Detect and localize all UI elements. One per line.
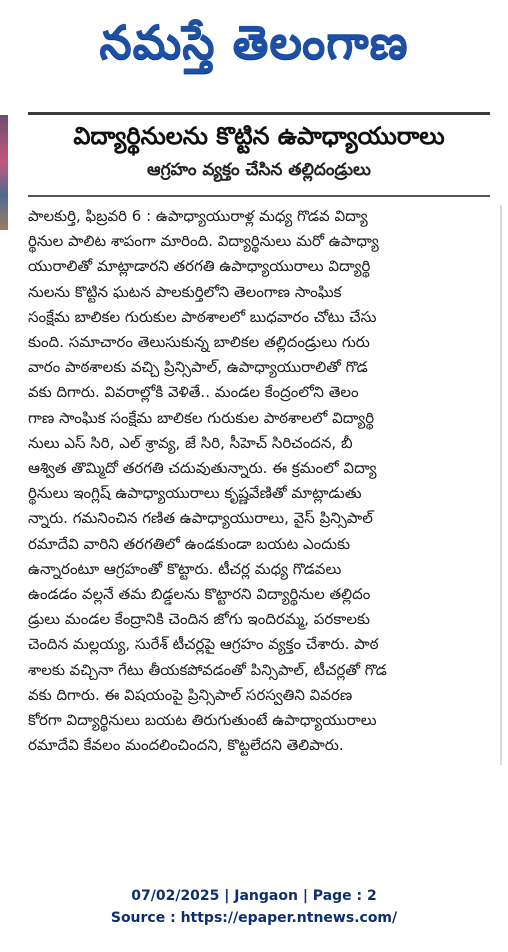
footer-date-edition: 07/02/2025 | Jangaon | Page : 2	[131, 888, 377, 904]
article-headline: విద్యార్థినులను కొట్టిన ఉపాధ్యాయురాలు	[73, 122, 445, 150]
newspaper-logo: నమస్తే తెలంగాణ	[99, 14, 409, 69]
article-subheadline: ఆగ్రహం వ్యక్తం చేసిన తల్లిదండ్రులు	[147, 160, 371, 180]
adjacent-photo-edge	[0, 115, 8, 230]
news-clipping	[28, 112, 490, 812]
source-footer	[0, 885, 508, 929]
masthead	[0, 0, 508, 95]
footer-source-link[interactable]: Source : https://epaper.ntnews.com/	[110, 910, 398, 926]
top-rule	[28, 112, 490, 115]
article-body: పాలకుర్తి, ఫిబ్రవరి 6 : ఉపాధ్యాయురాళ్ల మధ్య గొడవ విద్యా ర్థినుల పాలిట శాపంగా మారింది. విద్యార్థినులు మరో ఉపాధ్యా యురాలితో మాట్లాడారని తరగతి ఉపాధ్యాయురాలు విద్యార్థి నులను కొట్టిన ఘటన పాలకుర్తిలోని తెలంగాణ సాంఘిక సంక్షేమ బాలికల గురుకుల పాఠశాలలో బుధవారం చోటు చేసు కుంది. సమాచారం తెలుసుకున్న బాలికల తల్లిదండ్రులు గురు వారం పాఠశాలకు వచ్చి ప్రిన్సిపాల్, ఉపాధ్యాయురాలితో గొడ వకు దిగారు. వివరాల్లోకి వెళితే.. మండల కేంద్రంలోని తెలం గాణ సాంఘిక సంక్షేమ బాలికల గురుకుల పాఠశాలలో విద్యార్థి నులు ఎస్ సిరి, ఎల్ శ్రావ్య, జే సిరి, సీహెచ్ సిరిచందన, బీ ఆశ్విత తొమ్మిదో తరగతి చదువుతున్నారు. ఈ క్రమంలో విద్యా ర్థినులు ఇంగ్లిష్ ఉపాధ్యాయురాలు కృష్ణవేణితో మాట్లాడుతు న్నారు. గమనించిన గణిత ఉపాధ్యాయురాలు, వైస్ ప్రిన్సిపాల్ రమాదేవి వారిని తరగతిలో ఉండకుండా బయట ఎందుకు ఉన్నారంటూ ఆగ్రహంతో కొట్టారు. టీచర్ల మధ్య గొడవలు ఉండడం వల్లనే తమ బిడ్డలను కొట్టారని విద్యార్థినుల తల్లిదం డ్రులు మండల కేంద్రానికి చెందిన జోగు ఇందిరమ్మ, పరకాలకు చెందిన మల్లయ్య, సురేశ్ టీచర్లపై ఆగ్రహం వ్యక్తం చేశారు. పాఠ శాలకు వచ్చినా గేటు తీయకపోవడంతో పిన్సిపాల్, టీచర్లతో గొడ వకు దిగారు. ఈ విషయంపై ప్రిన్సిపాల్ సరస్వతిని వివరణ కోరగా విద్యార్థినులు బయట తిరుగుతుంటే ఉపాధ్యాయురాలు రమాదేవి కేవలం మందలించిందని, కొట్టలేదని తెలిపారు.	[28, 207, 387, 755]
headline-rule	[28, 195, 490, 197]
column-divider	[500, 205, 502, 765]
